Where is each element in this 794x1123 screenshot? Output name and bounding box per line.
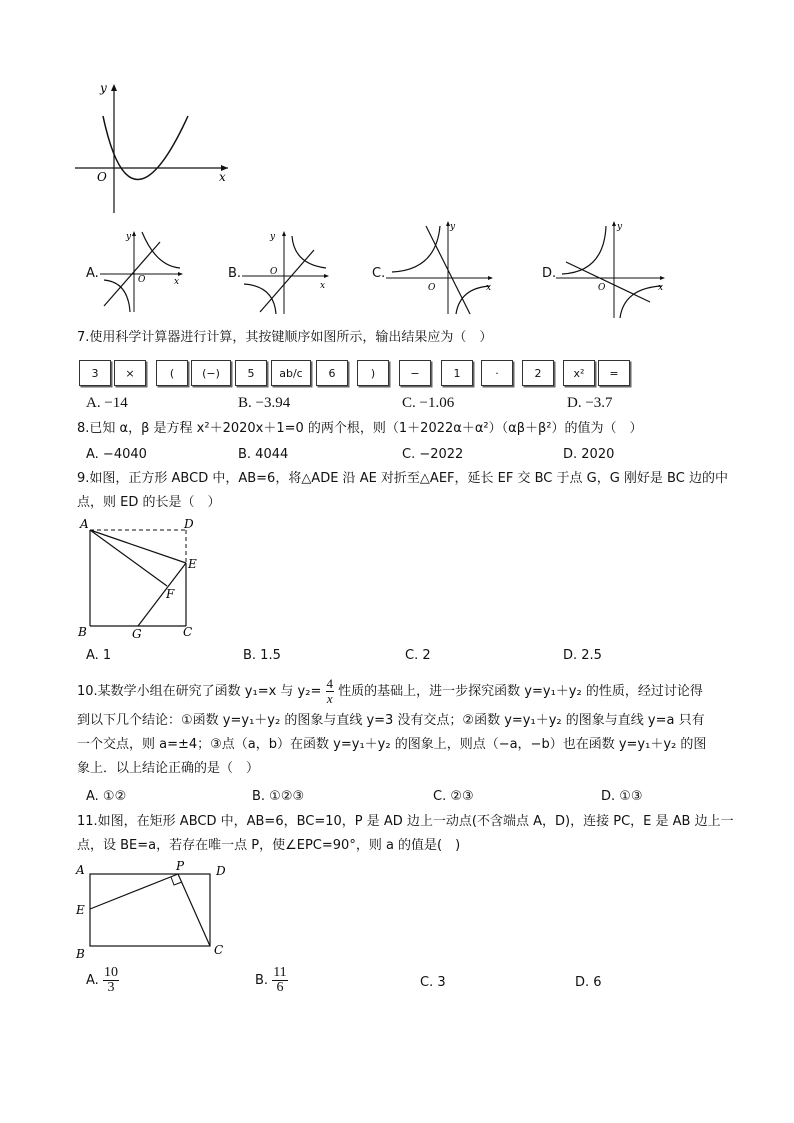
q11-label-e: E: [76, 903, 85, 917]
q10-stem-line2: 到以下几个结论：①函数 y=y₁＋y₂ 的图象与直线 y=3 没有交点；②函数 y=y₁＋y₂ 的图象与直线 y=a 只有: [77, 713, 705, 728]
q11-option-a-num: 10: [103, 965, 118, 980]
q10-stem-part1: 10.某数学小组在研究了函数 y₁=x 与 y₂=: [77, 684, 322, 699]
q9-label-g: G: [132, 627, 142, 641]
q7-option-c: C. −1.06: [402, 395, 455, 411]
calc-key-close-paren: ): [357, 360, 389, 386]
graph-origin-label: O: [97, 170, 107, 184]
q11-label-c: C: [214, 943, 224, 957]
q9-label-a: A: [80, 517, 89, 531]
graph-x-label: x: [219, 170, 226, 184]
q11-option-a: [86, 966, 119, 995]
graph-y-label: y: [100, 81, 107, 95]
q11-label-a: A: [76, 863, 85, 877]
q6-option-d-label: D.: [542, 266, 557, 281]
svg-text:x: x: [174, 277, 180, 287]
q9-option-b: B. 1.5: [243, 648, 281, 663]
q11-option-a-prefix: A.: [86, 973, 99, 988]
q11-option-b-fraction: [272, 966, 287, 995]
q6-option-d-graph: [554, 218, 668, 322]
q11-option-d: D. 6: [575, 975, 602, 990]
q11-rectangle-figure: [72, 858, 232, 962]
q10-stem-line4: 象上．以上结论正确的是（ ）: [77, 761, 260, 776]
svg-text:O: O: [598, 283, 606, 293]
q11-label-b: B: [76, 947, 85, 961]
q6-option-a-graph: [98, 228, 186, 318]
q9-option-a: A. 1: [86, 648, 112, 663]
calc-key-square: x²: [563, 360, 595, 386]
svg-text:y: y: [126, 232, 132, 242]
q9-label-b: B: [78, 625, 87, 639]
calc-key-3: 3: [79, 360, 111, 386]
q8-option-b: B. 4044: [238, 447, 289, 462]
parabola-graph: [70, 78, 240, 218]
q11-stem-line1: 11.如图，在矩形 ABCD 中，AB=6，BC=10，P 是 AD 边上一动点(不含端点 A，D)，连接 PC，E 是 AB 边上一: [77, 814, 734, 829]
svg-text:y: y: [617, 222, 623, 232]
q6-option-b-graph: [240, 228, 332, 320]
calc-key-open-paren: (: [156, 360, 188, 386]
q11-option-b: [255, 966, 288, 995]
q10-option-a: A. ①②: [86, 789, 127, 804]
svg-text:x: x: [486, 283, 492, 293]
svg-text:O: O: [428, 283, 436, 293]
calc-key-decimal-point: ·: [481, 360, 513, 386]
svg-text:x: x: [320, 281, 326, 291]
q10-frac-num: 4: [326, 676, 334, 691]
q9-square-figure: [76, 514, 200, 642]
calc-key-1: 1: [441, 360, 473, 386]
q7-option-b: B. −3.94: [238, 395, 291, 411]
q10-stem-part2: 性质的基础上，进一步探究函数 y=y₁＋y₂ 的性质，经过讨论得: [338, 684, 703, 699]
calc-key-minus: −: [399, 360, 431, 386]
q11-option-b-num: 11: [273, 965, 287, 980]
q11-option-a-fraction: [103, 966, 119, 995]
q7-stem: 7.使用科学计算器进行计算，其按键顺序如图所示，输出结果应为（ ）: [77, 330, 493, 345]
svg-text:y: y: [450, 222, 456, 232]
calc-key-6: 6: [316, 360, 348, 386]
q9-option-d: D. 2.5: [563, 648, 602, 663]
q6-option-c-label: C.: [372, 266, 386, 281]
q9-option-c: C. 2: [405, 648, 431, 663]
q11-option-b-prefix: B.: [255, 973, 269, 988]
q10-option-c: C. ②③: [433, 789, 474, 804]
q11-label-d: D: [216, 864, 226, 878]
q8-option-d: D. 2020: [563, 447, 615, 462]
calc-key-2: 2: [522, 360, 554, 386]
svg-text:O: O: [138, 275, 146, 285]
q10-stem-line3: 一个交点，则 a=±4；③点（a，b）在函数 y=y₁＋y₂ 的图象上，则点（−a，−b）也在函数 y=y₁＋y₂ 的图: [77, 737, 707, 752]
q9-label-e: E: [188, 557, 197, 571]
q7-option-a: A. −14: [86, 395, 128, 411]
calc-key-equals: =: [598, 360, 630, 386]
q10-fraction: [326, 677, 335, 706]
q8-stem: 8.已知 α，β 是方程 x²＋2020x＋1=0 的两个根，则（1＋2022α＋α²）（αβ＋β²）的值为（ ）: [77, 421, 643, 436]
q9-label-d: D: [184, 517, 194, 531]
q11-option-c: C. 3: [420, 975, 446, 990]
q8-option-c: C. −2022: [402, 447, 464, 462]
calc-key-negative: (−): [191, 360, 231, 386]
calc-key-fraction: ab/c: [271, 360, 311, 386]
q11-label-p: P: [176, 859, 185, 873]
calc-key-multiply: ×: [114, 360, 146, 386]
q10-stem-line1: [77, 677, 703, 706]
svg-text:y: y: [270, 232, 276, 242]
q9-label-c: C: [183, 625, 193, 639]
q9-label-f: F: [166, 587, 175, 601]
q11-stem-line2: 点，设 BE=a，若存在唯一点 P，使∠EPC=90°，则 a 的值是( ): [77, 838, 461, 853]
svg-text:x: x: [658, 283, 664, 293]
q7-option-d: D. −3.7: [567, 395, 613, 411]
q10-frac-den: x: [326, 691, 333, 706]
q10-option-b: B. ①②③: [252, 789, 305, 804]
q9-stem-line2: 点，则 ED 的长是（ ）: [77, 495, 221, 510]
q11-option-a-den: 3: [107, 980, 115, 995]
q8-option-a: A. −4040: [86, 447, 147, 462]
q11-option-b-den: 6: [276, 980, 284, 995]
svg-text:O: O: [270, 267, 278, 277]
q10-option-d: D. ①③: [601, 789, 643, 804]
q9-stem-line1: 9.如图，正方形 ABCD 中，AB=6，将△ADE 沿 AE 对折至△AEF，延长 EF 交 BC 于点 G，G 刚好是 BC 边的中: [77, 471, 728, 486]
calc-key-5: 5: [235, 360, 267, 386]
q6-option-c-graph: [384, 218, 496, 318]
q6-option-a-label: A.: [86, 266, 99, 281]
q6-option-b-label: B.: [228, 266, 242, 281]
